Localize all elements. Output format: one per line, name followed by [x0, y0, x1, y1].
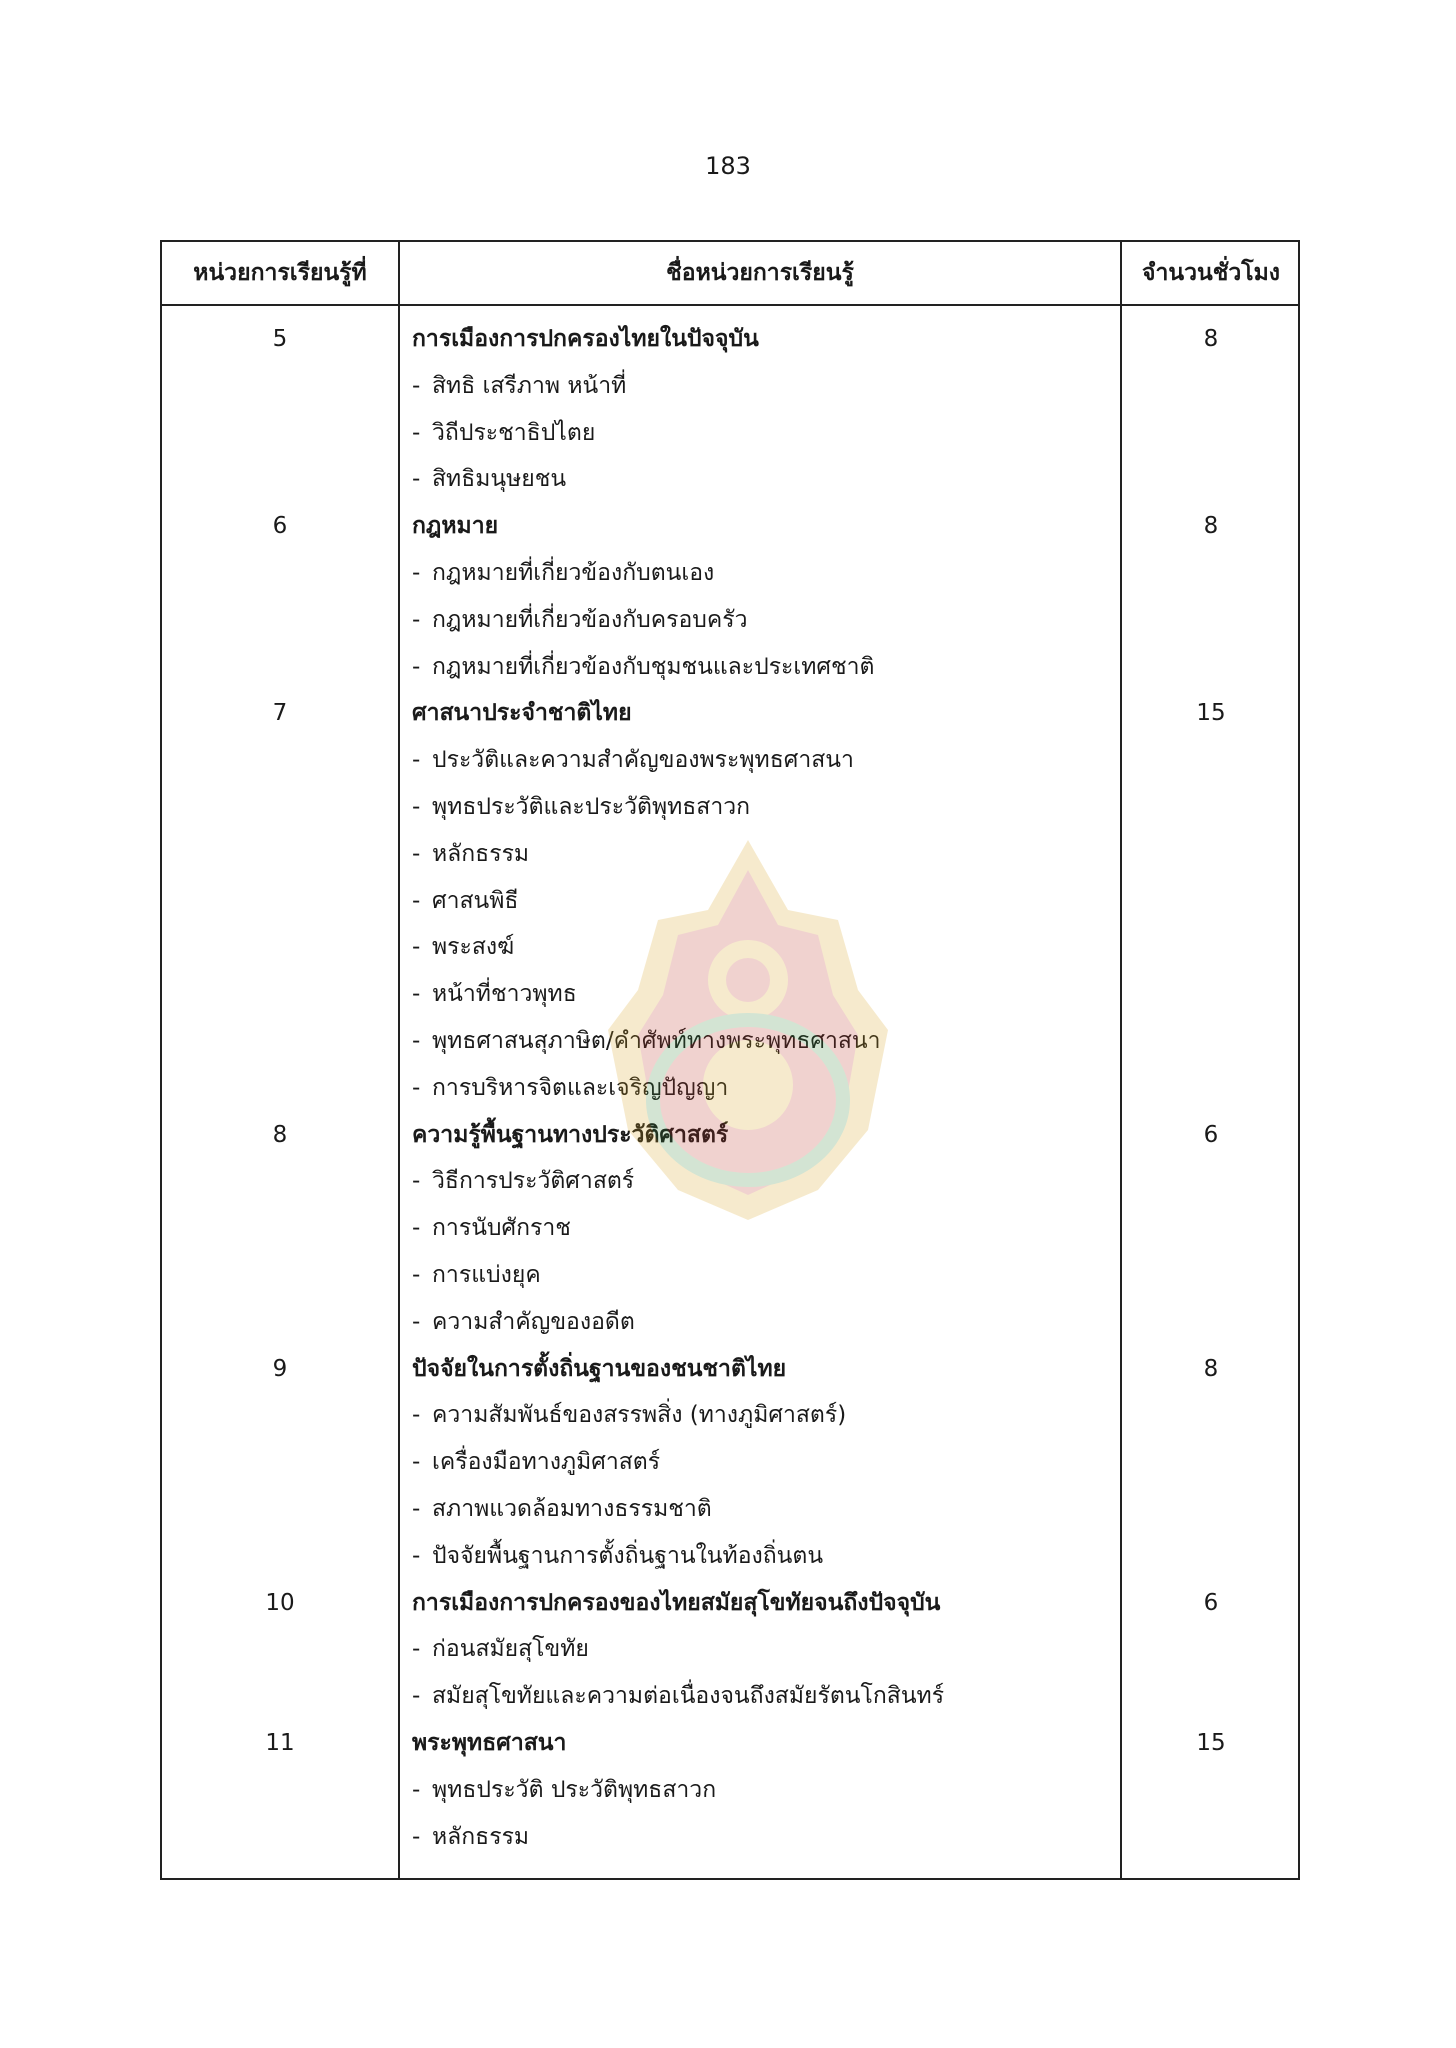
- topic-text: การแบ่งยุค: [432, 1261, 541, 1288]
- topic-row: [162, 1673, 1298, 1720]
- header-unit-name: ชื่อหน่วยการเรียนรู้: [666, 260, 854, 286]
- topic-row: [162, 831, 1298, 878]
- topic-row: [162, 1252, 1298, 1299]
- topic-row: [162, 1533, 1298, 1580]
- topic-text: กฎหมายที่เกี่ยวข้องกับชุมชนและประเทศชาติ: [432, 653, 875, 680]
- bullet-dash: -: [412, 1308, 421, 1335]
- bullet-dash: -: [412, 934, 421, 961]
- unit-title: ปัจจัยในการตั้งถิ่นฐานของชนชาติไทย: [412, 1355, 787, 1382]
- topic-row: [162, 410, 1298, 457]
- bullet-dash: -: [412, 372, 421, 399]
- bullet-dash: -: [412, 606, 421, 633]
- unit-number: 11: [265, 1729, 295, 1756]
- bullet-dash: -: [412, 1402, 421, 1429]
- topic-row: [162, 550, 1298, 597]
- topic-text: การนับศักราช: [432, 1215, 571, 1242]
- topic-text: หลักธรรม: [432, 840, 530, 867]
- bullet-dash: -: [412, 840, 421, 867]
- bullet-dash: -: [412, 1683, 421, 1710]
- unit-number: 8: [272, 1121, 288, 1148]
- bullet-dash: -: [412, 559, 421, 586]
- unit-title: การเมืองการปกครองไทยในปัจจุบัน: [412, 326, 759, 352]
- page-number: 183: [705, 152, 751, 180]
- bullet-dash: -: [412, 1027, 421, 1054]
- topic-text: วิถีประชาธิปไตย: [432, 419, 596, 446]
- header-unit-number: หน่วยการเรียนรู้ที่: [193, 260, 367, 286]
- topic-row: [162, 924, 1298, 971]
- unit-number: 7: [272, 700, 288, 727]
- topic-row: [162, 1814, 1298, 1861]
- topic-item: [412, 1673, 944, 1720]
- topic-text: พระสงฆ์: [432, 934, 515, 961]
- bullet-dash: -: [412, 466, 421, 493]
- topic-item: [412, 1205, 571, 1252]
- topic-item: [412, 550, 714, 597]
- topic-item: [412, 1158, 634, 1205]
- bullet-dash: -: [412, 981, 421, 1008]
- topic-row: [162, 1299, 1298, 1346]
- topic-item: [412, 597, 748, 644]
- topic-item: [412, 1814, 529, 1861]
- unit-hours: 8: [1203, 1355, 1219, 1382]
- topic-row: [162, 737, 1298, 784]
- unit-hours: 6: [1203, 1589, 1219, 1616]
- topic-text: ปัจจัยพื้นฐานการตั้งถิ่นฐานในท้องถิ่นตน: [432, 1542, 824, 1569]
- topic-row: [162, 1486, 1298, 1533]
- unit-title: ศาสนาประจำชาติไทย: [412, 700, 632, 727]
- topic-item: [412, 1767, 716, 1814]
- topic-row: [162, 1626, 1298, 1673]
- topic-item: [412, 1252, 541, 1299]
- topic-row: [162, 878, 1298, 925]
- topic-item: [412, 737, 854, 784]
- topic-row: [162, 363, 1298, 410]
- topic-text: กฎหมายที่เกี่ยวข้องกับครอบครัว: [432, 606, 748, 633]
- topic-text: การบริหารจิตและเจริญปัญญา: [432, 1074, 729, 1101]
- topic-text: สิทธิ เสรีภาพ หน้าที่: [432, 372, 627, 399]
- topic-item: [412, 1439, 660, 1486]
- unit-number: 5: [272, 326, 288, 352]
- topic-row: [162, 456, 1298, 503]
- topic-row: [162, 1767, 1298, 1814]
- topic-text: ความสัมพันธ์ของสรรพสิ่ง (ทางภูมิศาสตร์): [432, 1402, 847, 1429]
- bullet-dash: -: [412, 1542, 421, 1569]
- topic-text: สิทธิมนุษยชน: [432, 466, 567, 493]
- topic-row: [162, 597, 1298, 644]
- unit-title: การเมืองการปกครองของไทยสมัยสุโขทัยจนถึงปัจจุบัน: [412, 1589, 941, 1616]
- topic-text: พุทธประวัติ ประวัติพุทธสาวก: [432, 1776, 717, 1803]
- unit-number: 9: [272, 1355, 288, 1382]
- topic-text: ศาสนพิธี: [432, 887, 519, 914]
- topic-text: กฎหมายที่เกี่ยวข้องกับตนเอง: [432, 559, 715, 586]
- unit-number: 6: [272, 513, 288, 540]
- unit-hours: 6: [1203, 1121, 1219, 1148]
- topic-text: หน้าที่ชาวพุทธ: [432, 981, 577, 1008]
- unit-hours: 15: [1196, 700, 1226, 727]
- bullet-dash: -: [412, 1636, 421, 1663]
- unit-row: [162, 1112, 1298, 1159]
- topic-text: สภาพแวดล้อมทางธรรมชาติ: [432, 1495, 712, 1522]
- unit-row: [162, 316, 1298, 363]
- unit-row: [162, 1346, 1298, 1393]
- bullet-dash: -: [412, 1215, 421, 1242]
- topic-row: [162, 1158, 1298, 1205]
- topic-item: [412, 784, 750, 831]
- bullet-dash: -: [412, 419, 421, 446]
- topic-row: [162, 1018, 1298, 1065]
- topic-row: [162, 971, 1298, 1018]
- unit-hours: 8: [1203, 513, 1219, 540]
- bullet-dash: -: [412, 793, 421, 820]
- topic-row: [162, 1392, 1298, 1439]
- topic-text: หลักธรรม: [432, 1823, 530, 1850]
- topic-item: [412, 1018, 881, 1065]
- bullet-dash: -: [412, 1168, 421, 1195]
- topic-item: [412, 924, 514, 971]
- bullet-dash: -: [412, 887, 421, 914]
- topic-item: [412, 1533, 823, 1580]
- header-hours: จำนวนชั่วโมง: [1141, 260, 1281, 286]
- bullet-dash: -: [412, 1074, 421, 1101]
- bullet-dash: -: [412, 1261, 421, 1288]
- topic-text: ประวัติและความสำคัญของพระพุทธศาสนา: [432, 747, 854, 774]
- bullet-dash: -: [412, 1776, 421, 1803]
- bullet-dash: -: [412, 1823, 421, 1850]
- unit-hours: 15: [1196, 1729, 1226, 1756]
- topic-item: [412, 1065, 728, 1112]
- unit-title: กฎหมาย: [412, 513, 499, 540]
- topic-row: [162, 784, 1298, 831]
- unit-row: [162, 690, 1298, 737]
- table-body: [162, 316, 1298, 1860]
- topic-item: [412, 456, 566, 503]
- topic-item: [412, 1299, 635, 1346]
- unit-number: 10: [265, 1589, 295, 1616]
- topic-item: [412, 831, 529, 878]
- topic-item: [412, 971, 577, 1018]
- unit-hours: 8: [1203, 326, 1219, 352]
- topic-row: [162, 1205, 1298, 1252]
- topic-text: เครื่องมือทางภูมิศาสตร์: [432, 1449, 661, 1476]
- topic-item: [412, 644, 874, 691]
- topic-item: [412, 410, 595, 457]
- header-divider: [162, 304, 1298, 306]
- topic-text: สมัยสุโขทัยและความต่อเนื่องจนถึงสมัยรัตนโกสินทร์: [432, 1683, 945, 1710]
- topic-text: ก่อนสมัยสุโขทัย: [432, 1636, 589, 1663]
- topic-item: [412, 1392, 846, 1439]
- curriculum-table: [160, 240, 1300, 1880]
- unit-row: [162, 503, 1298, 550]
- unit-row: [162, 1720, 1298, 1767]
- unit-row: [162, 1580, 1298, 1627]
- topic-item: [412, 363, 626, 410]
- bullet-dash: -: [412, 1449, 421, 1476]
- topic-item: [412, 1486, 712, 1533]
- topic-item: [412, 878, 518, 925]
- topic-text: ความสำคัญของอดีต: [432, 1308, 635, 1335]
- topic-row: [162, 1439, 1298, 1486]
- topic-text: พุทธศาสนสุภาษิต/คำศัพท์ทางพระพุทธศาสนา: [432, 1027, 881, 1054]
- unit-title: ความรู้พื้นฐานทางประวัติศาสตร์: [412, 1121, 729, 1148]
- topic-row: [162, 644, 1298, 691]
- unit-title: พระพุทธศาสนา: [412, 1729, 567, 1756]
- bullet-dash: -: [412, 747, 421, 774]
- bullet-dash: -: [412, 653, 421, 680]
- topic-row: [162, 1065, 1298, 1112]
- topic-text: พุทธประวัติและประวัติพุทธสาวก: [432, 793, 751, 820]
- topic-item: [412, 1626, 589, 1673]
- topic-text: วิธีการประวัติศาสตร์: [432, 1168, 635, 1195]
- bullet-dash: -: [412, 1495, 421, 1522]
